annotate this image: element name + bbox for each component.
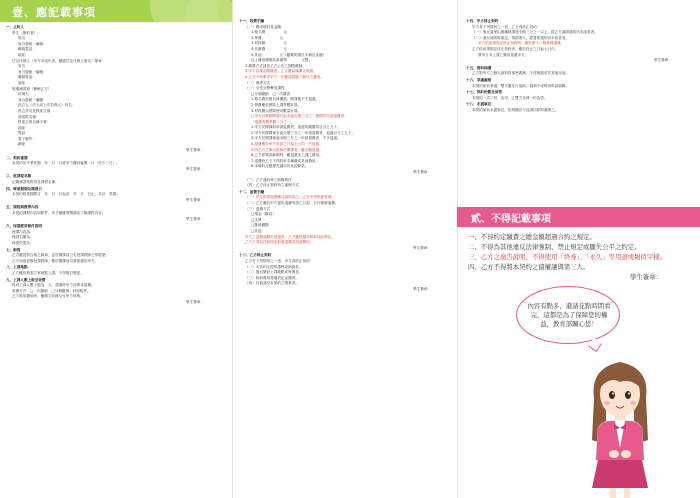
signature-line: 學生簽章： <box>186 197 204 202</box>
clause-text: （四）乙方終止契約時之處理方式 <box>245 183 299 188</box>
clause-text: 本契約如有未盡事宜，依相關法令及誠信原則處理之。 <box>472 107 559 112</box>
clause-heading: 八、上課地點 <box>6 265 28 270</box>
clause-text: （二）擅自變更上課地點或時間者。 <box>245 270 303 275</box>
clause-text: 將甲方未上課之費用退還甲方。 <box>478 52 529 57</box>
clause-text: 2.學費： 元 <box>251 35 284 40</box>
clause-text: 姓名： <box>18 64 29 69</box>
clause-heading: 十一、收費手續 <box>239 19 265 23</box>
clause-text: 4.代辦費： 元 <box>251 46 287 51</box>
clause-text: 保證名額為： <box>12 235 34 240</box>
clause-text: 記載補習班班別及課程名稱： <box>12 180 59 185</box>
signature-line: 學生簽章： <box>413 170 431 175</box>
clause-heading: 十四、甲方終止契約 <box>466 19 499 23</box>
clause-text: 授課內容為： <box>12 229 34 234</box>
clause-text: 退還所繳學費二分之一。 <box>251 119 295 124</box>
clause-text: 5.其他： 元（應載明項目名稱及金額） <box>251 52 327 57</box>
clause-text: 甲方依前項規定終止契約時，應依第十二條辦理退費。 <box>478 41 565 46</box>
clause-heading: 十八、未盡事宜 <box>466 102 492 107</box>
signature-line: 學生簽章： <box>654 58 672 63</box>
clause-text: 地址： <box>18 125 29 130</box>
non-recording-banner <box>457 207 700 227</box>
clause-text: 身分證統一編號： <box>18 97 47 102</box>
clause-text: 法定代理人（甲方未成年者，應經法定代理人簽名）簽章： <box>12 58 106 63</box>
signature-line: 學生簽章： <box>186 166 204 171</box>
non-recording-item: 三、乙方之廣告說明，不得使用「終身」、「永久」等用語或類似字樣。 <box>468 253 667 261</box>
clause-text: 負責人： <box>18 92 33 97</box>
clause-text: 乙方有下列情形之一者，甲方得終止契約： <box>245 258 314 263</box>
clause-heading: 三、班課程名稱 <box>6 174 32 179</box>
clause-heading: 十三、乙方終止契約 <box>239 253 272 258</box>
clause-text: 甲方之退費逾期未退還者，乙方應按週年利率加計利息。 <box>245 234 335 239</box>
clause-text: （二）違反補習班規定，情節重大，經書面通知仍未改善者。 <box>472 35 570 40</box>
clause-heading: 十七、契約份數及保管 <box>466 90 502 95</box>
clause-text: □郵政劃撥 <box>251 223 269 228</box>
clause-text: 3.甲方於開課後逾全期三分之一申請退費者，不予退還。 <box>251 136 341 141</box>
clause-text: 身分證統一編號： <box>18 69 47 74</box>
clause-text: （三）乙方違約時之賠償責任 <box>245 177 292 182</box>
clause-text: 身分證統一編號： <box>18 41 47 46</box>
clause-text: 2.學費應依實際上課堂數計算。 <box>251 102 302 107</box>
clause-heading: 九、上課人數上限及收費 <box>6 277 46 282</box>
clause-text: 乙方收取費用時，應開立收據交付甲方收執。 <box>12 294 84 299</box>
clause-text: 乙方對甲方之個人資料負保密義務，不得洩漏或作其他用途。 <box>472 71 570 76</box>
clause-heading: 一、立約人 <box>6 25 24 29</box>
clause-text: 8.本條約定應優先適用於其他條款。 <box>251 164 309 169</box>
clause-text: 乙方依前項規定終止契約者，應於終止之日起七日內， <box>472 46 559 51</box>
clause-text: 以上費用總額為新臺幣 元整。 <box>251 58 313 63</box>
clause-heading: 十五、資料保護 <box>466 65 492 70</box>
clause-text: 乙方如欲更換授課教師，應於開課前以書面通知甲方。 <box>12 258 99 263</box>
clause-text: 1.報名費： 元 <box>251 30 287 35</box>
clause-text: 網址： <box>18 142 29 147</box>
clause-text: 7.退費時乙方不得收取手續費或其他費用。 <box>251 158 320 163</box>
clause-text: 3.材料費以實際使用數量計算。 <box>251 108 302 113</box>
clause-text: 保證效果為： <box>12 240 34 245</box>
clause-text: 設立許可及核准文號： <box>18 108 54 113</box>
clause-text: □分期繳納 □一次繳清 <box>251 91 291 96</box>
clause-text: 學生（簽約者）： <box>12 30 41 35</box>
clause-text: （二）優惠方式 <box>245 80 271 85</box>
clause-text: （一）無正當理由連續缺課達全期三分之一以上，經乙方書面通知仍未改善者。 <box>472 30 598 35</box>
clause-heading: 十六、爭議處理 <box>466 77 492 82</box>
clause-text: （一）費用項目及金額 <box>245 24 281 29</box>
clause-text: 1.報名費於報名時繳納，開課後不予退還。 <box>251 97 320 102</box>
clause-heading: 十二、退費手續 <box>239 189 265 194</box>
speech-bubble-text: 內容有點多，還請花點時間看完，這都是為了保障您的權益，教育部關心您！ <box>527 302 611 328</box>
clause-text: □現金（匯款） <box>251 212 276 217</box>
clause-text: 甲方有下列情形之一者，乙方得終止契約： <box>472 24 541 29</box>
clause-text: 3.甲方以現金繳費者，乙方應當場開立收據。 <box>245 69 317 74</box>
clause-text: 乙方應提供合格之師資，並於開課前公告授課教師之學經歷。 <box>12 253 110 258</box>
non-recording-title: 貳、不得記載事項 <box>471 214 551 225</box>
clause-text: （一）未依約定提供課程或師資者。 <box>245 264 303 269</box>
signature-line: 學生簽章： <box>186 148 204 153</box>
clause-heading: 七、師資 <box>6 247 21 252</box>
clause-text: 設立人（法人或公司負責人）姓名： <box>18 103 76 108</box>
clause-text: □其他： <box>251 228 266 233</box>
clause-text: 每班上課人數上限為 人，超過時甲方得要求退費。 <box>12 283 95 288</box>
clause-text: 本契約課程內容如附件，甲方應確實閱讀並了解課程內容。 <box>12 211 106 215</box>
signature-line: 學生簽章： <box>413 245 431 250</box>
column-middle <box>232 0 457 498</box>
clause-text: （一）全堂完整參加課程 <box>245 86 285 91</box>
clause-text: 乙方不得以任何理由拒絕退費或扣留費用。 <box>245 240 314 245</box>
clause-text: □甲方自實際開課日起未逾全期三分之一期間內申請退費者， <box>251 114 348 119</box>
girl-mascot-icon <box>580 348 660 498</box>
clause-text: 核准立案名稱字號： <box>18 120 51 125</box>
clause-text: 本契約如有爭議，雙方應先行協商，協商不成時得申請調解。 <box>472 83 570 88</box>
signature-line: 學生簽章： <box>186 299 204 304</box>
clause-text: 4.乙方不得要求甲方一次繳清超過三個月之費用。 <box>245 74 324 79</box>
clause-heading: 六、保證經常條件說明 <box>6 224 42 229</box>
clause-text: 聯絡電話： <box>18 75 36 80</box>
clause-text: 地址： <box>18 80 29 85</box>
signature-line: 學生簽章： <box>413 286 431 291</box>
clause-text: 短期補習班（簡稱乙方）： <box>12 86 56 91</box>
clause-text: 電話： <box>18 131 29 136</box>
clause-text: □支票 <box>251 217 262 222</box>
clause-text: 5.因乙方之事由致無法開課者，應全額退還。 <box>251 147 323 152</box>
clause-text: 乙方應依核准立案地點上課，不得擅自變更。 <box>12 270 84 275</box>
clause-text: 地址： <box>18 52 29 57</box>
clause-text: 聯絡電話： <box>18 47 36 52</box>
clause-text: 收費方式：□一次繳納 □分期繳納，詳如附件。 <box>12 288 91 293</box>
clause-heading: 五、課程與教學內容 <box>6 205 39 210</box>
clause-text: 6.乙方停業或解散時，應退還未上課之費用。 <box>251 153 323 158</box>
non-recording-item: 一、不得約定繳費之總金額超過合約之規定。 <box>468 233 596 241</box>
clause-text: 姓名： <box>18 36 29 41</box>
clause-text: （四）其他違反本契約之情事者。 <box>245 281 299 286</box>
clause-text: 1.甲方於開課前申請退費者，退還所繳費用百分之九十。 <box>251 125 341 130</box>
section-title: 壹、應記載事項 <box>12 6 96 19</box>
clause-heading: 四、修業期間及開課日 <box>6 186 42 191</box>
clause-text: 4.退費應於甲方申請之日起七日內一次退還。 <box>251 142 323 147</box>
non-recording-item: 四、乙方不得將本契約之債權讓與第三人。 <box>468 263 590 271</box>
clause-heading: 二、契約審閱 <box>6 155 28 160</box>
clause-text: 本契約修業期間自 年 月 日起至 年 月 日止，共計 堂課。 <box>12 192 120 197</box>
signature-line: 學生簽章： <box>630 273 662 281</box>
clause-text: （三）退費方式： <box>245 206 274 211</box>
clause-text: 3.材料費： 元 <box>251 41 287 46</box>
clause-text: 本契約於中華民國 年 月 日經甲方攜回審閱 日（至少三日）。 <box>12 161 120 166</box>
clause-text: （三）收取費用超過約定金額者。 <box>245 275 299 280</box>
clause-text: （一）甲方申請退費應以書面為之，乙方不得拒絕受理。 <box>245 195 335 200</box>
clause-text: 本契約一式二份，由甲、乙雙方各執一份為憑。 <box>472 95 548 100</box>
clause-text: 2.甲方於開課後未逾全期三分之一申請退費者，退還百分之五十。 <box>251 130 356 135</box>
non-recording-item: 二、不得為其他違反法律強制、禁止規定或顯失公平之約定。 <box>468 243 641 251</box>
clause-text: 2.繳費方式請依乙方公告之期限繳納。 <box>245 63 306 68</box>
non-recording-list <box>468 232 692 282</box>
column-left <box>0 0 232 498</box>
signature-line: 學生簽章： <box>186 216 204 221</box>
clause-text: 電子郵件： <box>18 136 36 141</box>
clause-text: （二）乙方應於甲方提出退費申請之日起 日內辦理退費。 <box>245 201 339 205</box>
clause-text: 補習班名稱： <box>18 114 40 119</box>
